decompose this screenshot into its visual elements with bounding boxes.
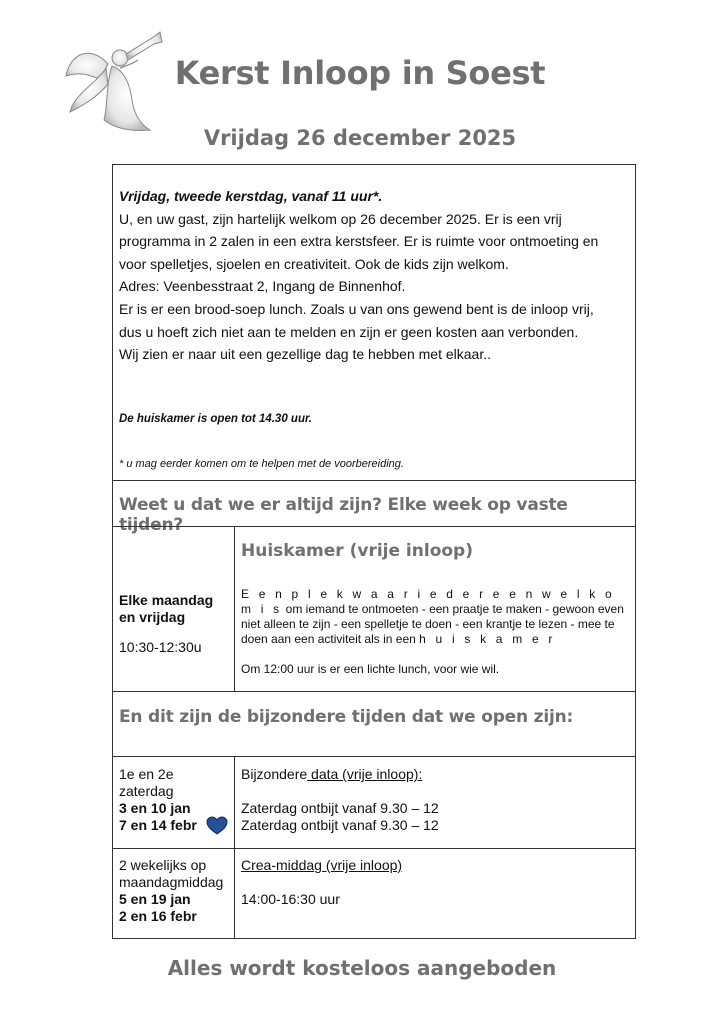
- row1-line: Zaterdag ontbijt vanaf 9.30 – 12: [241, 817, 439, 833]
- row1-line: Zaterdag ontbijt vanaf 9.30 – 12: [241, 800, 439, 816]
- weekly-days-line: en vrijdag: [119, 609, 186, 625]
- schedule-table: [112, 164, 636, 939]
- footnote: * u mag eerder komen om te helpen met de voorbereiding.: [119, 458, 404, 470]
- row2-time: 14:00-16:30 uur: [241, 891, 340, 907]
- intro-text: [119, 185, 627, 366]
- footer-text: Alles wordt kosteloos aangeboden: [167, 956, 557, 980]
- page-title: Kerst Inloop in Soest: [174, 54, 546, 92]
- row2-dates: 2 en 16 febr: [119, 908, 197, 924]
- intro-line: voor spelletjes, sjoelen en creativiteit. Ook de kids zijn welkom.: [119, 255, 509, 272]
- event-date: Vrijdag 26 december 2025: [203, 126, 517, 150]
- intro-line: Adres: Veenbesstraat 2, Ingang de Binnenhof.: [119, 278, 406, 295]
- row2-left-line: 2 wekelijks op: [119, 857, 207, 873]
- special-heading: En dit zijn de bijzondere tijden dat we open zijn:: [119, 707, 574, 727]
- divider: [113, 526, 635, 527]
- intro-line: dus u hoeft zich niet aan te melden en zijn er geen kosten aan verbonden.: [119, 323, 579, 340]
- weekly-time: 10:30-12:30u: [119, 639, 202, 655]
- row2-dates: 5 en 19 jan: [119, 891, 191, 907]
- column-divider: [234, 526, 235, 691]
- divider: [113, 691, 635, 692]
- huiskamer-title: Huiskamer (vrije inloop): [241, 541, 473, 561]
- huiskamer-description: [241, 587, 631, 647]
- row1-left-line: zaterdag: [119, 783, 174, 799]
- heart-icon: [206, 816, 228, 836]
- row1-title-prefix: Bijzondere: [241, 766, 308, 782]
- intro-line: U, en uw gast, zijn hartelijk welkom op 26 december 2025. Er is een vrij: [119, 210, 562, 227]
- intro-line: Wij zien er naar uit een gezellige dag te hebben met elkaar..: [119, 346, 492, 363]
- divider: [113, 480, 635, 481]
- row1-title-underlined: data (vrije inloop):: [307, 766, 423, 782]
- row2-left-line: maandagmiddag: [119, 874, 224, 890]
- intro-lead: Vrijdag, tweede kerstdag, vanaf 11 uur*.: [119, 188, 383, 204]
- intro-line: Er is er een brood-soep lunch. Zoals u van ons gewend bent is de inloop vrij,: [119, 300, 594, 317]
- intro-line: programma in 2 zalen in een extra kerstsfeer. Er is ruimte voor ontmoeting en: [119, 233, 599, 250]
- weekly-days-line: Elke maandag: [119, 592, 214, 608]
- row1-dates: 3 en 10 jan: [119, 800, 191, 816]
- special-row2-left: [119, 857, 223, 925]
- row1-title: [241, 766, 439, 783]
- angel-logo: [60, 24, 168, 134]
- weekly-heading: Weet u dat we er altijd zijn? Elke week op vaste tijden?: [119, 495, 568, 535]
- row1-dates: 7 en 14 febr: [119, 817, 197, 833]
- desc-spaced: E e n p l e k w a a r i e d e r e e n w e l k o m i s: [241, 587, 615, 616]
- desc-rest: om iemand te ontmoeten - een praatje te maken - gewoon even niet alleen te zijn - een spelletje te doen - een krantje te lezen - mee te doen aan een activiteit als in een: [241, 602, 624, 646]
- desc-end: h u i s k a m e r: [419, 632, 556, 646]
- special-row1-left: [119, 766, 197, 834]
- special-row1-right: [241, 766, 439, 834]
- divider: [113, 756, 635, 757]
- divider: [113, 848, 635, 849]
- special-row2-right: [241, 857, 402, 908]
- row1-left-line: 1e en 2e: [119, 766, 174, 782]
- weekly-days: [119, 592, 213, 656]
- huiskamer-note: De huiskamer is open tot 14.30 uur.: [119, 413, 313, 425]
- huiskamer-lunch: Om 12:00 uur is er een lichte lunch, voor wie wil.: [241, 662, 500, 676]
- row2-title: Crea-middag (vrije inloop): [241, 857, 403, 873]
